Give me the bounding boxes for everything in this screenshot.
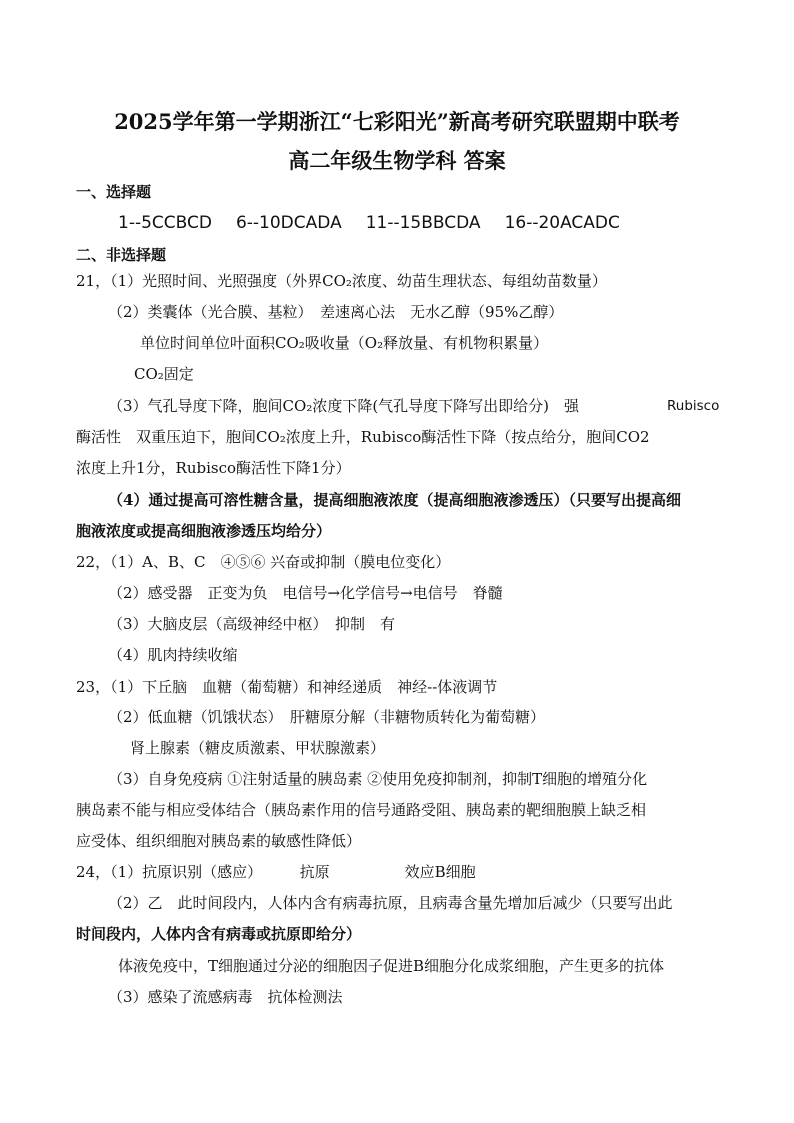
q24-line: 体液免疫中，T细胞通过分泌的细胞因子促进B细胞分化成浆细胞，产生更多的抗体 xyxy=(118,957,665,975)
choice-answers xyxy=(118,213,644,233)
q21-line: 21，（1）光照时间、光照强度（外界CO₂浓度、幼苗生理状态、每组幼苗数量） xyxy=(76,272,607,290)
q22-line: （3）大脑皮层（高级神经中枢） 抑制 有 xyxy=(108,615,396,633)
q24-line: 24，（1）抗原识别（感应） 抗原 效应B细胞 xyxy=(76,863,476,881)
section-nonchoice-heading: 二、非选择题 xyxy=(76,246,167,264)
q24-line: 时间段内，人体内含有病毒或抗原即给分） xyxy=(76,925,362,943)
page-subtitle: 高二年级生物学科 答案 xyxy=(288,148,506,173)
q23-line: 肾上腺素（糖皮质激素、甲状腺激素） xyxy=(130,739,386,757)
mc-group: 11--15BBCDA xyxy=(365,213,481,233)
section-choice-heading: 一、选择题 xyxy=(76,183,152,201)
q22-line: （4）肌肉持续收缩 xyxy=(108,646,238,664)
q21-line: 单位时间单位叶面积CO₂吸收量（O₂释放量、有机物积累量） xyxy=(140,334,549,352)
q24-line: （2）乙 此时间段内，人体内含有病毒抗原，且病毒含量先增加后减少（只要写出此 xyxy=(108,894,673,912)
q23-line: 应受体、组织细胞对胰岛素的敏感性降低） xyxy=(76,832,362,850)
mc-group: 1--5CCBCD xyxy=(118,213,212,233)
q22-line: （2）感受器 正变为负 电信号→化学信号→电信号 脊髓 xyxy=(108,584,503,602)
q21-line: 酶活性 双重压迫下，胞间CO₂浓度上升，Rubisco酶活性下降（按点给分，胞间CO2 xyxy=(76,428,650,446)
q23-line: 23，（1）下丘脑 血糖（葡萄糖）和神经递质 神经--体液调节 xyxy=(76,678,498,696)
q23-line: （2）低血糖（饥饿状态） 肝糖原分解（非糖物质转化为葡萄糖） xyxy=(108,708,546,726)
mc-group: 6--10DCADA xyxy=(235,213,342,233)
q23-line: （3）自身免疫病 ①注射适量的胰岛素 ②使用免疫抑制剂，抑制T细胞的增殖分化 xyxy=(108,770,648,788)
q21-line: （4）通过提高可溶性糖含量，提高细胞液浓度（提高细胞液渗透压）（只要写出提高细 xyxy=(108,491,681,509)
q21-line: （2）类囊体（光合膜、基粒） 差速离心法 无水乙醇（95%乙醇） xyxy=(108,303,564,321)
page-title: 2025学年第一学期浙江“七彩阳光”新高考研究联盟期中联考 xyxy=(114,109,680,134)
q24-line: （3）感染了流感病毒 抗体检测法 xyxy=(108,988,343,1006)
mc-group: 16--20ACADC xyxy=(504,213,620,233)
q21-line-end: Rubisco xyxy=(667,398,720,414)
q21-line: CO₂固定 xyxy=(134,365,194,383)
q23-line: 胰岛素不能与相应受体结合（胰岛素作用的信号通路受阻、胰岛素的靶细胞膜上缺乏相 xyxy=(76,801,647,819)
q21-line: 胞液浓度或提高细胞液渗透压均给分） xyxy=(76,522,332,540)
q21-line: （3）气孔导度下降，胞间CO₂浓度下降(气孔导度下降写出即给分) 强 xyxy=(108,397,580,415)
q22-line: 22，（1）A、B、C ④⑤⑥ 兴奋或抑制（膜电位变化） xyxy=(76,553,451,571)
q21-line: 浓度上升1分，Rubisco酶活性下降1分） xyxy=(76,459,351,477)
